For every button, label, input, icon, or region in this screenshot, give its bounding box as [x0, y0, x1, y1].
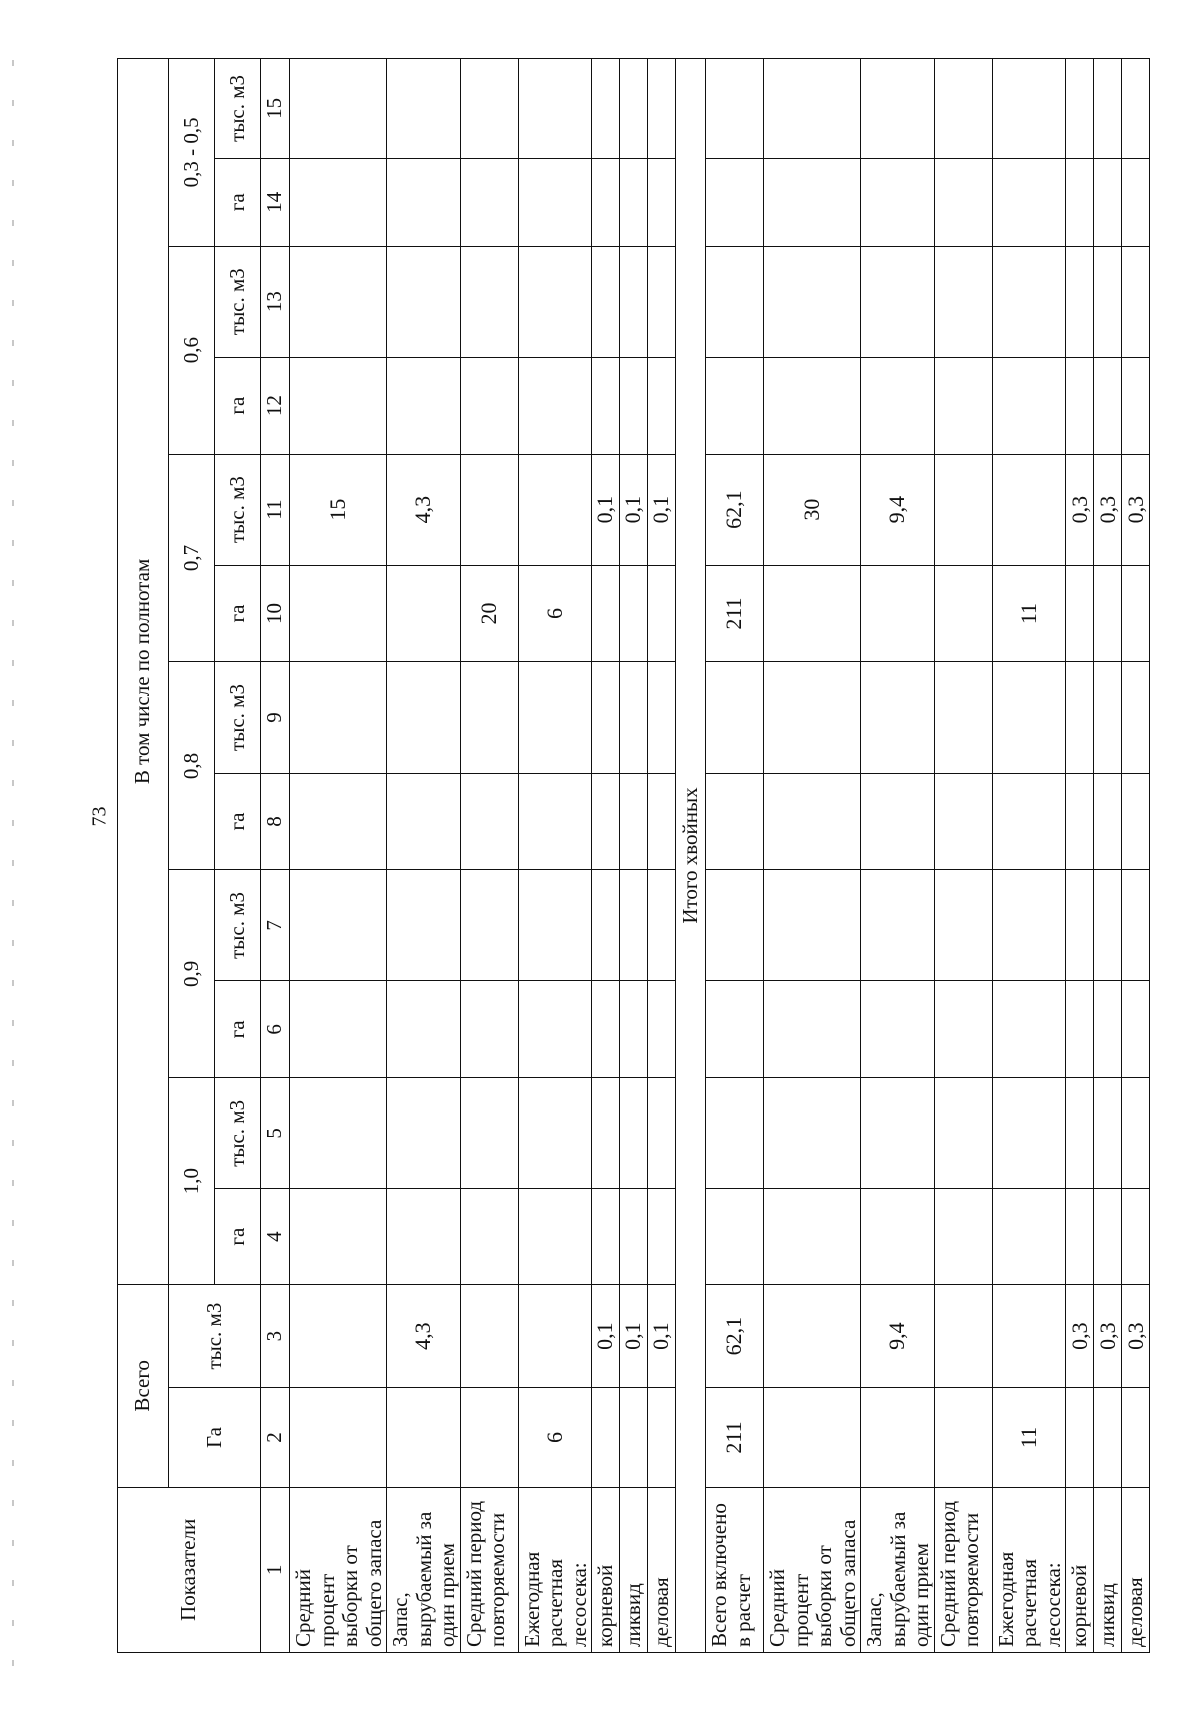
total-m3-cell: 0,1 — [592, 1284, 620, 1387]
empty-cell — [460, 158, 518, 246]
empty-cell — [1122, 981, 1150, 1078]
density-07-ha-cell: 211 — [706, 565, 764, 662]
empty-cell — [648, 246, 676, 357]
unit-m3: тыс. м3 — [215, 662, 261, 773]
empty-cell — [706, 59, 764, 159]
density-header: 0,8 — [169, 662, 215, 870]
total-ha-cell — [1066, 1388, 1094, 1487]
empty-cell — [460, 662, 518, 773]
empty-cell — [934, 981, 992, 1078]
density-07-ha-cell — [1094, 565, 1122, 662]
empty-cell — [861, 773, 935, 870]
table-row — [764, 59, 861, 1653]
empty-cell — [706, 246, 764, 357]
row-label: корневой — [1066, 1487, 1094, 1652]
empty-cell — [460, 1189, 518, 1285]
empty-cell — [387, 1078, 461, 1189]
table-row — [387, 59, 461, 1653]
empty-cell — [861, 870, 935, 981]
density-07-ha-cell — [934, 565, 992, 662]
total-ha-cell — [290, 1388, 387, 1487]
empty-cell — [592, 59, 620, 159]
by-density-header: В том числе по полнотам — [118, 59, 169, 1285]
unit-ha: га — [215, 1189, 261, 1285]
empty-cell — [1094, 158, 1122, 246]
empty-cell — [1066, 246, 1094, 357]
column-number: 6 — [261, 981, 290, 1078]
document-sheet — [117, 58, 1148, 1653]
row-label: Запас, вырубаемый за один прием — [861, 1487, 935, 1652]
empty-cell — [706, 1078, 764, 1189]
total-m3-cell: 0,1 — [648, 1284, 676, 1387]
empty-cell — [992, 870, 1066, 981]
empty-cell — [1066, 870, 1094, 981]
empty-cell — [592, 662, 620, 773]
empty-cell — [648, 59, 676, 159]
density-07-ha-cell — [648, 565, 676, 662]
empty-cell — [1122, 662, 1150, 773]
empty-cell — [764, 246, 861, 357]
density-07-m3-cell: 62,1 — [706, 454, 764, 565]
empty-cell — [620, 158, 648, 246]
empty-cell — [592, 357, 620, 454]
density-header: 0,9 — [169, 870, 215, 1078]
empty-cell — [992, 246, 1066, 357]
empty-cell — [387, 870, 461, 981]
total-ha-cell — [387, 1388, 461, 1487]
empty-cell — [387, 59, 461, 159]
density-07-ha-cell: 6 — [518, 565, 592, 662]
empty-cell — [861, 981, 935, 1078]
density-header: 0,6 — [169, 246, 215, 454]
empty-cell — [764, 59, 861, 159]
column-number: 15 — [261, 59, 290, 159]
empty-cell — [290, 773, 387, 870]
table-row — [518, 59, 592, 1653]
empty-cell — [620, 357, 648, 454]
empty-cell — [934, 357, 992, 454]
empty-cell — [518, 357, 592, 454]
column-number: 5 — [261, 1078, 290, 1189]
total-m3-cell: 9,4 — [861, 1284, 935, 1387]
empty-cell — [592, 158, 620, 246]
empty-cell — [592, 981, 620, 1078]
empty-cell — [518, 59, 592, 159]
empty-cell — [1094, 1078, 1122, 1189]
total-m3-cell — [518, 1284, 592, 1387]
empty-cell — [592, 773, 620, 870]
empty-cell — [764, 158, 861, 246]
empty-cell — [290, 59, 387, 159]
column-number-row — [261, 59, 290, 1653]
density-07-ha-cell — [290, 565, 387, 662]
row-label: Всего включено в расчет — [706, 1487, 764, 1652]
empty-cell — [387, 773, 461, 870]
empty-cell — [648, 1189, 676, 1285]
table-row — [1066, 59, 1094, 1653]
total-m3-cell — [934, 1284, 992, 1387]
cutting-area-table — [117, 58, 1150, 1653]
empty-cell — [1122, 59, 1150, 159]
density-07-m3-cell — [934, 454, 992, 565]
empty-cell — [1122, 870, 1150, 981]
empty-cell — [518, 246, 592, 357]
empty-cell — [1094, 870, 1122, 981]
table-row — [861, 59, 935, 1653]
row-label: Ежегодная расчетная лесосека: — [992, 1487, 1066, 1652]
empty-cell — [620, 662, 648, 773]
total-m3-cell: 0,3 — [1066, 1284, 1094, 1387]
empty-cell — [861, 1189, 935, 1285]
empty-cell — [992, 59, 1066, 159]
total-m3-cell — [290, 1284, 387, 1387]
empty-cell — [1094, 1189, 1122, 1285]
empty-cell — [1122, 1189, 1150, 1285]
column-number: 3 — [261, 1284, 290, 1387]
density-07-m3-cell: 30 — [764, 454, 861, 565]
unit-ha: га — [215, 158, 261, 246]
total-m3-cell: 0,3 — [1094, 1284, 1122, 1387]
density-07-ha-cell — [1066, 565, 1094, 662]
empty-cell — [290, 158, 387, 246]
empty-cell — [518, 870, 592, 981]
empty-cell — [290, 357, 387, 454]
total-ha-cell: 6 — [518, 1388, 592, 1487]
empty-cell — [764, 981, 861, 1078]
empty-cell — [934, 773, 992, 870]
total-m3-cell — [764, 1284, 861, 1387]
total-header: Всего — [118, 1284, 169, 1487]
empty-cell — [706, 1189, 764, 1285]
empty-cell — [764, 870, 861, 981]
column-number: 1 — [261, 1487, 290, 1652]
empty-cell — [1094, 981, 1122, 1078]
empty-cell — [290, 1189, 387, 1285]
empty-cell — [934, 246, 992, 357]
density-07-ha-cell — [620, 565, 648, 662]
empty-cell — [861, 357, 935, 454]
row-label: ликвид — [620, 1487, 648, 1652]
total-ha-cell — [620, 1388, 648, 1487]
empty-cell — [648, 357, 676, 454]
density-07-m3-cell: 15 — [290, 454, 387, 565]
unit-m3: тыс. м3 — [215, 454, 261, 565]
empty-cell — [1094, 59, 1122, 159]
total-unit-ha: Га — [169, 1388, 261, 1487]
empty-cell — [460, 870, 518, 981]
table-row — [706, 59, 764, 1653]
density-07-ha-cell — [861, 565, 935, 662]
empty-cell — [290, 246, 387, 357]
empty-cell — [706, 773, 764, 870]
empty-cell — [460, 1078, 518, 1189]
table-row — [1094, 59, 1122, 1653]
table-row — [992, 59, 1066, 1653]
section-title: Итого хвойных — [676, 59, 706, 1653]
unit-m3: тыс. м3 — [215, 246, 261, 357]
empty-cell — [1066, 1078, 1094, 1189]
row-label: Средний процент выборки от общего запаса — [290, 1487, 387, 1652]
empty-cell — [934, 59, 992, 159]
total-unit-m3: тыс. м3 — [169, 1284, 261, 1387]
total-ha-cell — [592, 1388, 620, 1487]
density-07-ha-cell — [592, 565, 620, 662]
total-m3-cell — [992, 1284, 1066, 1387]
empty-cell — [934, 870, 992, 981]
empty-cell — [934, 1078, 992, 1189]
total-ha-cell — [1122, 1388, 1150, 1487]
empty-cell — [764, 1189, 861, 1285]
total-ha-cell — [861, 1388, 935, 1487]
empty-cell — [764, 662, 861, 773]
density-07-m3-cell: 0,3 — [1094, 454, 1122, 565]
empty-cell — [518, 981, 592, 1078]
empty-cell — [518, 662, 592, 773]
header-row-1 — [118, 59, 169, 1653]
empty-cell — [1094, 773, 1122, 870]
empty-cell — [290, 662, 387, 773]
empty-cell — [620, 870, 648, 981]
density-07-m3-cell — [518, 454, 592, 565]
row-label: Средний период повторяемости — [460, 1487, 518, 1652]
column-number: 9 — [261, 662, 290, 773]
empty-cell — [1066, 158, 1094, 246]
empty-cell — [764, 357, 861, 454]
empty-cell — [518, 158, 592, 246]
table-row — [620, 59, 648, 1653]
density-07-m3-cell: 0,1 — [620, 454, 648, 565]
density-07-m3-cell — [460, 454, 518, 565]
unit-ha: га — [215, 357, 261, 454]
total-ha-cell — [934, 1388, 992, 1487]
density-07-m3-cell: 9,4 — [861, 454, 935, 565]
scan-margin-marks — [12, 60, 14, 1700]
empty-cell — [764, 773, 861, 870]
table-row — [460, 59, 518, 1653]
empty-cell — [1122, 773, 1150, 870]
empty-cell — [1094, 357, 1122, 454]
density-07-m3-cell: 4,3 — [387, 454, 461, 565]
total-m3-cell: 0,1 — [620, 1284, 648, 1387]
empty-cell — [387, 1189, 461, 1285]
empty-cell — [648, 1078, 676, 1189]
column-number: 14 — [261, 158, 290, 246]
column-number: 7 — [261, 870, 290, 981]
total-m3-cell: 4,3 — [387, 1284, 461, 1387]
row-label: Средний процент выборки от общего запаса — [764, 1487, 861, 1652]
density-header: 1,0 — [169, 1078, 215, 1285]
density-header: 0,7 — [169, 454, 215, 662]
empty-cell — [934, 662, 992, 773]
empty-cell — [592, 246, 620, 357]
total-ha-cell — [1094, 1388, 1122, 1487]
empty-cell — [1066, 662, 1094, 773]
unit-m3: тыс. м3 — [215, 870, 261, 981]
total-ha-cell — [648, 1388, 676, 1487]
section-2-body — [706, 59, 1150, 1653]
table-row — [592, 59, 620, 1653]
unit-ha: га — [215, 565, 261, 662]
empty-cell — [387, 662, 461, 773]
empty-cell — [1122, 158, 1150, 246]
empty-cell — [1122, 357, 1150, 454]
unit-m3: тыс. м3 — [215, 1078, 261, 1189]
total-ha-cell: 211 — [706, 1388, 764, 1487]
empty-cell — [861, 158, 935, 246]
empty-cell — [706, 981, 764, 1078]
empty-cell — [1066, 357, 1094, 454]
density-07-m3-cell: 0,1 — [648, 454, 676, 565]
table-row — [1122, 59, 1150, 1653]
section-title-row — [676, 59, 706, 1653]
density-header: 0,3 - 0,5 — [169, 59, 215, 247]
empty-cell — [861, 662, 935, 773]
empty-cell — [648, 773, 676, 870]
empty-cell — [592, 1189, 620, 1285]
section-1-body — [290, 59, 676, 1653]
total-m3-cell: 62,1 — [706, 1284, 764, 1387]
empty-cell — [1122, 246, 1150, 357]
empty-cell — [620, 773, 648, 870]
empty-cell — [934, 1189, 992, 1285]
table-row — [934, 59, 992, 1653]
density-07-m3-cell: 0,3 — [1122, 454, 1150, 565]
row-label: Ежегодная расчетная лесосека: — [518, 1487, 592, 1652]
empty-cell — [648, 662, 676, 773]
empty-cell — [764, 1078, 861, 1189]
row-label: Запас, вырубаемый за один прием — [387, 1487, 461, 1652]
empty-cell — [620, 1189, 648, 1285]
total-ha-cell — [460, 1388, 518, 1487]
empty-cell — [992, 1189, 1066, 1285]
empty-cell — [387, 158, 461, 246]
column-number: 4 — [261, 1189, 290, 1285]
column-number: 13 — [261, 246, 290, 357]
empty-cell — [648, 158, 676, 246]
total-ha-cell — [764, 1388, 861, 1487]
density-07-ha-cell — [1122, 565, 1150, 662]
row-label: ликвид — [1094, 1487, 1122, 1652]
empty-cell — [992, 357, 1066, 454]
row-label: деловая — [648, 1487, 676, 1652]
empty-cell — [290, 981, 387, 1078]
density-07-m3-cell: 0,3 — [1066, 454, 1094, 565]
density-07-ha-cell: 11 — [992, 565, 1066, 662]
unit-ha: га — [215, 773, 261, 870]
density-07-ha-cell — [387, 565, 461, 662]
empty-cell — [861, 246, 935, 357]
density-07-ha-cell: 20 — [460, 565, 518, 662]
table-row — [648, 59, 676, 1653]
empty-cell — [290, 1078, 387, 1189]
empty-cell — [706, 662, 764, 773]
total-m3-cell — [460, 1284, 518, 1387]
empty-cell — [992, 158, 1066, 246]
empty-cell — [706, 158, 764, 246]
empty-cell — [861, 59, 935, 159]
empty-cell — [620, 1078, 648, 1189]
empty-cell — [1066, 1189, 1094, 1285]
empty-cell — [518, 773, 592, 870]
empty-cell — [992, 1078, 1066, 1189]
row-label: Средний период повторяемости — [934, 1487, 992, 1652]
empty-cell — [648, 981, 676, 1078]
density-07-ha-cell — [764, 565, 861, 662]
empty-cell — [1066, 59, 1094, 159]
empty-cell — [1066, 773, 1094, 870]
unit-ha: га — [215, 981, 261, 1078]
empty-cell — [387, 246, 461, 357]
empty-cell — [1066, 981, 1094, 1078]
empty-cell — [992, 662, 1066, 773]
empty-cell — [992, 981, 1066, 1078]
empty-cell — [290, 870, 387, 981]
column-number: 10 — [261, 565, 290, 662]
empty-cell — [706, 357, 764, 454]
empty-cell — [518, 1189, 592, 1285]
column-number: 11 — [261, 454, 290, 565]
page-number: 73 — [88, 806, 111, 827]
empty-cell — [460, 773, 518, 870]
section-2-title-body — [676, 59, 706, 1653]
empty-cell — [1094, 662, 1122, 773]
empty-cell — [460, 357, 518, 454]
empty-cell — [992, 773, 1066, 870]
row-label: деловая — [1122, 1487, 1150, 1652]
total-ha-cell: 11 — [992, 1388, 1066, 1487]
empty-cell — [648, 870, 676, 981]
empty-cell — [620, 981, 648, 1078]
indicator-header: Показатели — [118, 1487, 261, 1652]
empty-cell — [706, 870, 764, 981]
empty-cell — [518, 1078, 592, 1189]
empty-cell — [620, 246, 648, 357]
column-number: 8 — [261, 773, 290, 870]
empty-cell — [387, 357, 461, 454]
density-07-m3-cell: 0,1 — [592, 454, 620, 565]
column-number: 2 — [261, 1388, 290, 1487]
empty-cell — [460, 981, 518, 1078]
empty-cell — [861, 1078, 935, 1189]
table-row — [290, 59, 387, 1653]
empty-cell — [620, 59, 648, 159]
density-07-m3-cell — [992, 454, 1066, 565]
empty-cell — [460, 246, 518, 357]
total-m3-cell: 0,3 — [1122, 1284, 1150, 1387]
column-number: 12 — [261, 357, 290, 454]
unit-m3: тыс. м3 — [215, 59, 261, 159]
empty-cell — [1122, 1078, 1150, 1189]
empty-cell — [592, 1078, 620, 1189]
empty-cell — [460, 59, 518, 159]
empty-cell — [934, 158, 992, 246]
empty-cell — [387, 981, 461, 1078]
header-row-2 — [169, 59, 215, 1653]
empty-cell — [1094, 246, 1122, 357]
empty-cell — [592, 870, 620, 981]
row-label: корневой — [592, 1487, 620, 1652]
